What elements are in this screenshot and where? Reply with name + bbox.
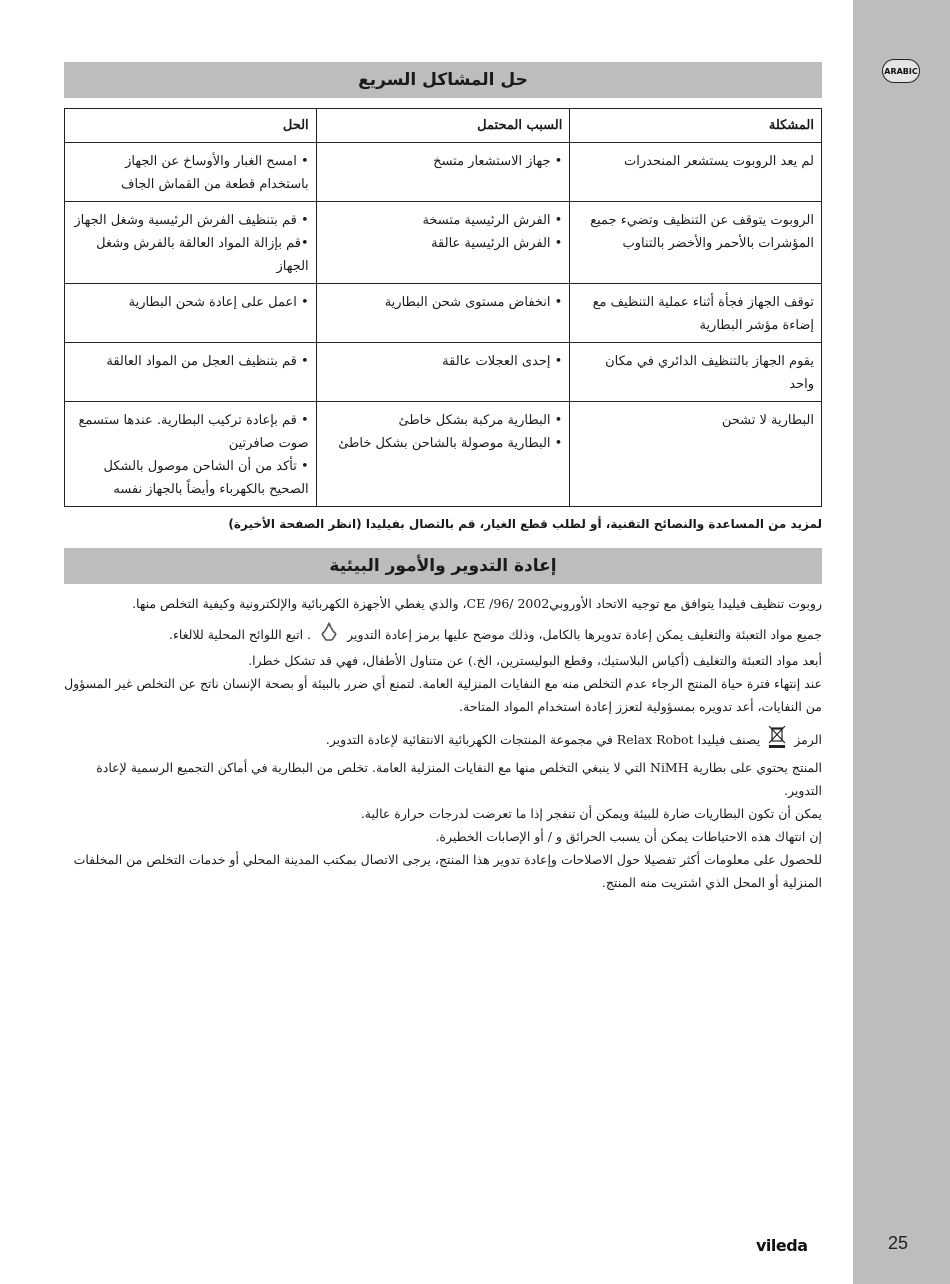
support-note: لمزيد من المساعدة والنصائح التقنية، أو لطلب قطع الغيار، قم بالتصال بفيليدا (انظر الصفحة الأخيرة) [228, 517, 822, 531]
cause-line: • انخفاض مستوى شحن البطارية [384, 295, 563, 310]
paragraph: عند إنتهاء فترة حياة المنتج الرجاء عدم التخلص منه مع النفايات المنزلية العامة. لتمنع أي ضرر بالبيئة أو بصحة الإنسان ناتج عن التخلص غير المسؤول من النفايات، أعد تدويره بمسؤولية لتعزز إعادة استخدام المواد المتاحة. [64, 676, 822, 714]
solution-line: • قم بتنظيف الفرش الرئيسية وشغل الجهاز [74, 213, 309, 228]
table-row [65, 143, 822, 202]
solution-line: • امسح الغبار والأوساخ عن الجهاز [125, 154, 309, 169]
paragraph: يمكن أن تكون البطاريات ضارة للبيئة ويمكن أن تنفجر إذا ما تعرضت لدرجات حرارة عالية. [360, 806, 822, 821]
solution-line: • تأكد من أن الشاحن موصول بالشكل الصحيح بالكهرباء وأيضاً بالجهاز نفسه [103, 459, 309, 497]
side-margin-band [853, 0, 950, 1284]
paragraph [64, 725, 822, 756]
paragraph-part: جميع مواد التعبئة والتغليف يمكن إعادة تدويرها بالكامل، وذلك موضح عليها برمز إعادة التدوير [347, 627, 822, 642]
problem-cell: البطارية لا تشحن [570, 402, 822, 507]
header-solution: الحل [65, 109, 317, 143]
recycling-text [64, 592, 822, 894]
paragraph [64, 622, 822, 649]
solution-line: • قم بتنظيف العجل من المواد العالقة [106, 354, 309, 369]
page-number: 25 [888, 1233, 909, 1253]
cause-line: • البطارية موصولة بالشاحن بشكل خاطئ [338, 436, 563, 451]
paragraph-part: يصنف فيليدا Relax Robot في مجموعة المنتجات الكهربائية الانتقائية لإعادة التدوير. [325, 732, 761, 747]
vileda-logo: vileda [756, 1236, 808, 1255]
paragraph-part: . اتبع اللوائح المحلية للالغاء. [168, 627, 312, 642]
paragraph: للحصول على معلومات أكثر تفصيلا حول الاصلاحات وإعادة تدوير هذا المنتج، يرجى الاتصال بمكتب المدينة المحلي أو خدمات التخلص من المخلفات المنزلية أو المحل الذي اشتريت منه المنتج. [73, 852, 822, 890]
header-cause: السبب المحتمل [316, 109, 570, 143]
cause-cell [316, 402, 570, 507]
solution-cell [65, 202, 317, 284]
solution-cell [65, 143, 317, 202]
cause-line: • البطارية مركبة بشكل خاطئ [398, 413, 563, 428]
problem-cell: الروبوت يتوقف عن التنظيف وتضيء جميع المؤشرات بالأحمر والأخضر بالتناوب [570, 202, 822, 284]
cause-cell [316, 202, 570, 284]
problem-cell: توقف الجهاز فجأة أثناء عملية التنظيف مع إضاءة مؤشر البطارية [570, 284, 822, 343]
problem-cell: لم يعد الروبوت يستشعر المنحدرات [570, 143, 822, 202]
problem-cell: يقوم الجهاز بالتنظيف الدائري في مكان واحد [570, 343, 822, 402]
recycling-symbol-icon [318, 622, 340, 649]
solution-cell [65, 343, 317, 402]
solution-line: •قم بإزالة المواد العالقة بالفرش وشغل الجهاز [96, 236, 309, 274]
troubleshooting-table [64, 108, 822, 507]
paragraph: المنتج يحتوي على بطارية NiMH التي لا ينبغي التخلص منها مع النفايات المنزلية العامة. تخلص من البطارية في أماكن التجميع الرسمية لإعادة التدوير. [96, 760, 822, 798]
table-row [65, 284, 822, 343]
paragraph: إن انتهاك هذه الاحتياطات يمكن أن يسبب الحرائق و / أو الإصابات الخطيرة. [435, 829, 822, 844]
paragraph-part: الرمز [794, 732, 822, 747]
table-header-row [65, 109, 822, 143]
cause-line: • الفرش الرئيسية متسخة [422, 213, 563, 228]
cause-line: • إحدى العجلات عالقة [442, 354, 563, 369]
table-row [65, 402, 822, 507]
troubleshooting-title: حل المشاكل السريع [64, 62, 822, 98]
solution-line: باستخدام قطعة من القماش الجاف [120, 177, 309, 192]
paragraph: روبوت تنظيف فيليدا يتوافق مع توجيه الاتحاد الأوروبي2002 /96/ CE، والذي يغطي الأجهزة الكهربائية والإلكترونية وكيفية التخلص منها. [132, 596, 822, 611]
paragraph: أبعد مواد التعبئة والتغليف (أكياس البلاستيك، وقطع البوليسترين، الخ.) عن متناول الأطفال، فهي قد تشكل خطرا. [248, 653, 822, 668]
cause-cell [316, 143, 570, 202]
cause-line: • جهاز الاستشعار متسخ [433, 154, 563, 169]
solution-line: • قم بإعادة تركيب البطارية. عندها ستسمع صوت صافرتين [78, 413, 309, 451]
cause-cell [316, 343, 570, 402]
cause-line: • الفرش الرئيسية عالقة [431, 236, 563, 251]
solution-line: • اعمل على إعادة شحن البطارية [128, 295, 309, 310]
page-content [64, 62, 822, 894]
header-problem: المشكلة [570, 109, 822, 143]
language-badge: ARABIC [882, 59, 920, 83]
recycling-title: إعادة التدوير والأمور البيئية [64, 548, 822, 584]
table-row [65, 202, 822, 284]
solution-cell [65, 402, 317, 507]
crossed-bin-icon [767, 725, 787, 756]
solution-cell [65, 284, 317, 343]
cause-cell [316, 284, 570, 343]
table-row [65, 343, 822, 402]
